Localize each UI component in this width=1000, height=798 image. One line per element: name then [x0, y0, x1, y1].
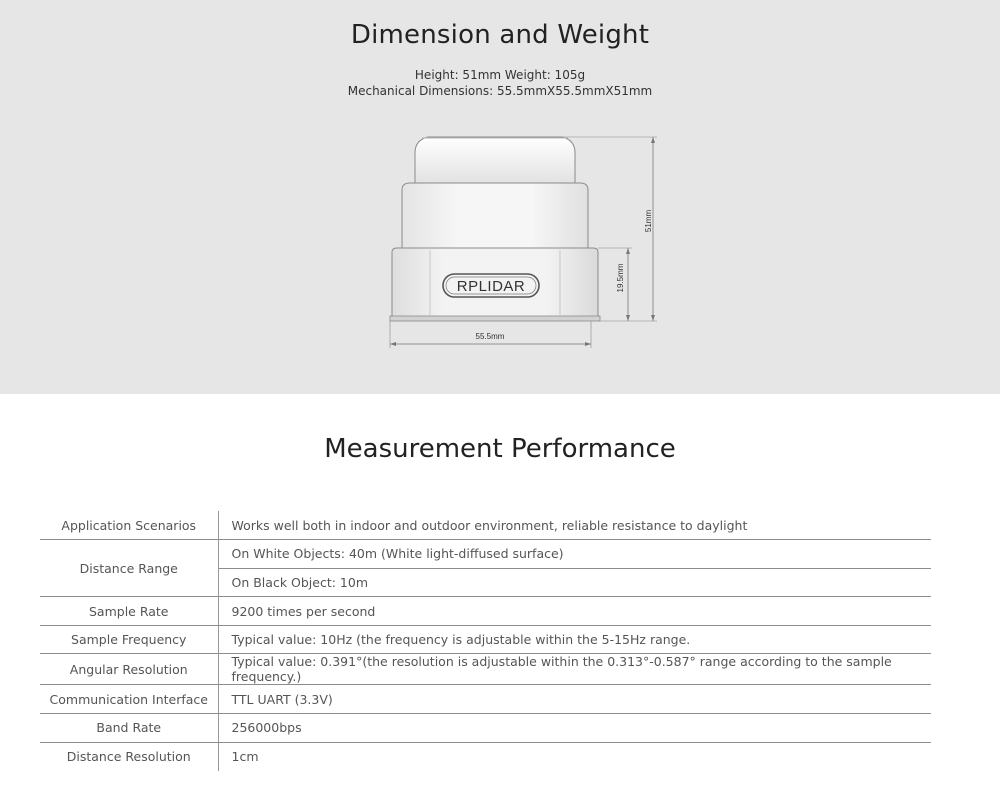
table-row [40, 597, 931, 626]
row-label: Angular Resolution [40, 654, 218, 685]
rplidar-logo-text: RPLIDAR [456, 278, 526, 295]
table-row [40, 511, 931, 540]
row-label: Band Rate [40, 714, 218, 743]
table-row [40, 625, 931, 654]
row-label: Sample Rate [40, 597, 218, 626]
row-value: Typical value: 0.391°(the resolution is adjustable within the 0.313°-0.587° range according to the sample frequency.) [218, 654, 931, 685]
performance-spec-table [40, 511, 931, 771]
dimension-title: Dimension and Weight [350, 20, 650, 50]
dimension-mechanical: Mechanical Dimensions: 55.5mmX55.5mmX51mm [347, 84, 653, 98]
row-value: 256000bps [218, 714, 931, 743]
row-label: Distance Resolution [40, 742, 218, 771]
lidar-dimension-drawing [370, 128, 670, 358]
table-row [40, 540, 931, 569]
row-value: Typical value: 10Hz (the frequency is adjustable within the 5-15Hz range. [218, 625, 931, 654]
row-value: 1cm [231, 749, 259, 765]
row-label: Sample Frequency [40, 625, 218, 654]
lidar-cap [415, 137, 575, 183]
dimension-section [0, 0, 1000, 394]
row-label: Distance Range [40, 540, 218, 597]
base-height-dimension-label: 19.5mm [616, 263, 625, 293]
row-value: On White Objects: 40m (White light-diffused surface) [218, 540, 931, 569]
row-label: Application Scenarios [40, 511, 218, 540]
table-row [40, 685, 931, 714]
row-value: 9200 times per second [218, 597, 931, 626]
row-value: On Black Object: 10m [218, 568, 931, 597]
table-row [40, 654, 931, 685]
table-row [40, 714, 931, 743]
width-dimension-label: 55.5mm [475, 332, 505, 341]
row-label: Communication Interface [40, 685, 218, 714]
dimension-height-weight: Height: 51mm Weight: 105g [414, 68, 586, 82]
table-row [40, 742, 931, 771]
height-dimension-label: 51mm [644, 209, 653, 233]
row-value: Works well both in indoor and outdoor environment, reliable resistance to daylight [218, 511, 931, 540]
row-value: TTL UART (3.3V) [218, 685, 931, 714]
performance-title: Measurement Performance [324, 434, 676, 464]
lidar-body [402, 183, 588, 248]
